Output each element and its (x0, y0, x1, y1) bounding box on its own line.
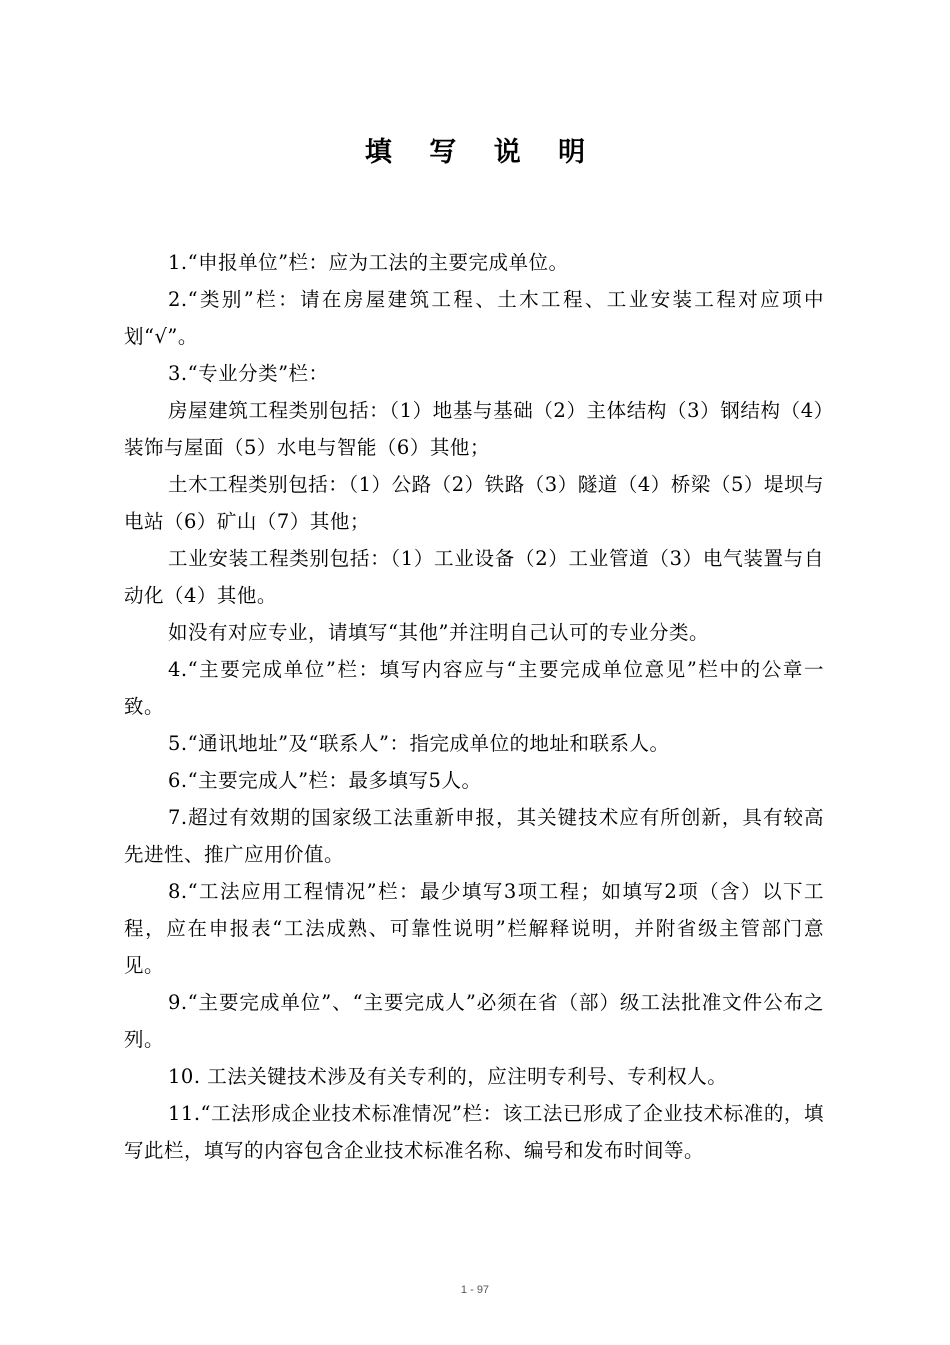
instruction-paragraph: 6.“主要完成人”栏：最多填写5人。 (168, 769, 482, 792)
instruction-paragraph: 8.“工法应用工程情况”栏：最少填写3项工程；如填写2项（含）以下工程，应在申报表“工法成熟、可靠性说明”栏解释说明，并附省级主管部门意见。 (124, 880, 824, 977)
instruction-paragraph: 1.“申报单位”栏：应为工法的主要完成单位。 (168, 251, 569, 274)
instruction-paragraph: 10. 工法关键技术涉及有关专利的，应注明专利号、专利权人。 (168, 1065, 728, 1088)
instruction-paragraph: 5.“通讯地址”及“联系人”：指完成单位的地址和联系人。 (168, 732, 670, 755)
page-title: 填 写 说 明 (364, 137, 600, 168)
instruction-paragraph: 如没有对应专业，请填写“其他”并注明自己认可的专业分类。 (168, 621, 709, 644)
instruction-paragraph: 9.“主要完成单位”、“主要完成人”必须在省（部）级工法批准文件公布之列。 (124, 991, 824, 1051)
instruction-paragraph: 7.超过有效期的国家级工法重新申报，其关键技术应有所创新，具有较高先进性、推广应用价值。 (124, 806, 824, 866)
instruction-paragraph: 工业安装工程类别包括：（1）工业设备（2）工业管道（3）电气装置与自动化（4）其他。 (124, 547, 824, 607)
page-number: 1 - 97 (460, 1284, 490, 1296)
instruction-paragraph: 4.“主要完成单位”栏：填写内容应与“主要完成单位意见”栏中的公章一致。 (124, 658, 824, 718)
instruction-paragraph: 11.“工法形成企业技术标准情况”栏：该工法已形成了企业技术标准的，填写此栏，填写的内容包含企业技术标准名称、编号和发布时间等。 (124, 1102, 824, 1162)
instruction-paragraph: 2.“类别”栏：请在房屋建筑工程、土木工程、工业安装工程对应项中划“√”。 (124, 288, 824, 348)
instruction-paragraph: 土木工程类别包括：（1）公路（2）铁路（3）隧道（4）桥梁（5）堤坝与电站（6）矿山（7）其他； (124, 473, 824, 533)
instruction-paragraph: 3.“专业分类”栏： (168, 362, 329, 385)
instruction-paragraph: 房屋建筑工程类别包括：（1）地基与基础（2）主体结构（3）钢结构（4）装饰与屋面（5）水电与智能（6）其他； (124, 399, 824, 459)
instructions-body (124, 244, 824, 1169)
